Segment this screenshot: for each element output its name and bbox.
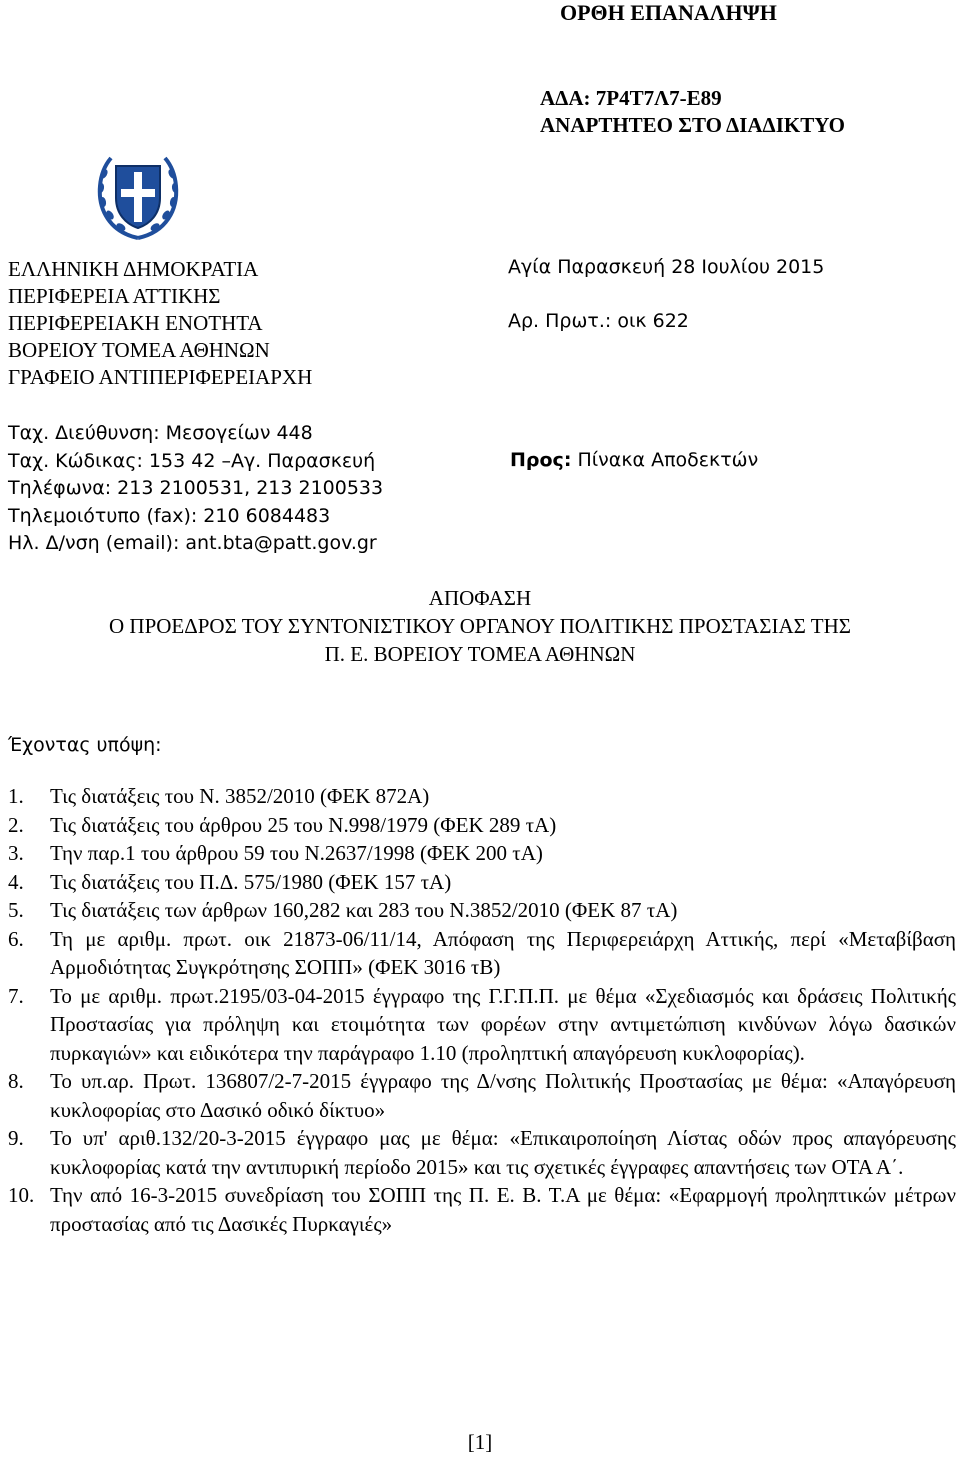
address-line: Ταχ. Κώδικας: 153 42 –Αγ. Παρασκευή — [8, 449, 376, 472]
list-item — [8, 1067, 956, 1124]
recipient — [510, 449, 758, 471]
item-number: 10. — [8, 1183, 35, 1207]
title-line: Ο ΠΡΟΕΔΡΟΣ ΤΟΥ ΣΥΝΤΟΝΙΣΤΙΚΟΥ ΟΡΓΑΝΟΥ ΠΟΛΙΤΙΚΗΣ ΠΡΟΣΤΑΣΙΑΣ ΤΗΣ — [109, 614, 851, 638]
address-line: Ηλ. Δ/νση (email): ant.bta@patt.gov.gr — [8, 532, 377, 554]
list-item — [8, 896, 956, 925]
list-item — [8, 839, 956, 868]
document-date: Αγία Παρασκευή 28 Ιουλίου 2015 — [508, 256, 825, 278]
recipient-label: Προς: — [510, 449, 572, 471]
recipient-value: Πίνακα Αποδεκτών — [577, 449, 759, 471]
list-item — [8, 1181, 956, 1238]
list-item — [8, 811, 956, 840]
ada-code: ΑΔΑ: 7Ρ4Τ7Λ7-Ε89 — [540, 86, 722, 110]
item-text: Τις διατάξεις του Ν. 3852/2010 (ΦΕΚ 872Α) — [50, 784, 430, 808]
issuer-line: ΠΕΡΙΦΕΡΕΙΑ ΑΤΤΙΚΗΣ — [8, 284, 221, 308]
decision-title — [0, 584, 960, 668]
issuer-line: ΓΡΑΦΕΙΟ ΑΝΤΙΠΕΡΙΦΕΡΕΙΑΡΧΗ — [8, 365, 313, 389]
title-line: ΑΠΟΦΑΣΗ — [428, 586, 532, 610]
issuer-block — [8, 256, 312, 391]
item-text: Τις διατάξεις του Π.Δ. 575/1980 (ΦΕΚ 157 τΑ) — [50, 869, 452, 894]
item-number: 8. — [8, 1069, 24, 1093]
protocol-number: Αρ. Πρωτ.: οικ 622 — [508, 310, 689, 332]
item-number: 5. — [8, 898, 24, 922]
item-text: Τις διατάξεις των άρθρων 160,282 και 283 του Ν.3852/2010 (ΦΕΚ 87 τΑ) — [50, 898, 678, 922]
item-text: Το υπ.αρ. Πρωτ. 136807/2-7-2015 έγγραφο της Δ/νσης Πολιτικής Προστασίας με θέμα: «Απαγόρευση κυκλοφορίας στο Δασικό οδικό δίκτυο» — [50, 1069, 956, 1122]
considering-heading: Έχοντας υπόψη: — [8, 734, 162, 756]
address-block — [8, 420, 383, 558]
address-line: Τηλεμοιότυπο (fax): 210 6084483 — [8, 504, 331, 527]
posting-note: ΑΝΑΡΤΗΤΕΟ ΣΤΟ ΔΙΑΔΙΚΤΥΟ — [540, 113, 845, 137]
list-item — [8, 868, 956, 897]
item-text: Το με αριθμ. πρωτ.2195/03-04-2015 έγγραφο της Γ.Γ.Π.Π. με θέμα «Σχεδιασμός και δράσεις Πολιτικής Προστασίας για πρόληψη και ετοιμότητα των φορέων στην αντιμετώπιση κινδύνων λόγω δασικών πυρκαγιών» και ειδικότερα την παράγραφο 1.10 (προληπτική απαγόρευση κυκλοφορίας). — [50, 983, 956, 1065]
item-text: Την παρ.1 του άρθρου 59 του Ν.2637/1998 (ΦΕΚ 200 τΑ) — [50, 841, 543, 865]
issuer-line: ΕΛΛΗΝΙΚΗ ΔΗΜΟΚΡΑΤΙΑ — [8, 257, 259, 281]
list-item — [8, 1124, 956, 1181]
item-number: 4. — [8, 869, 24, 894]
address-line: Τηλέφωνα: 213 2100531, 213 2100533 — [8, 477, 384, 499]
issuer-line: ΠΕΡΙΦΕΡΕΙΑΚΗ ΕΝΟΤΗΤΑ — [8, 311, 263, 335]
page-number: [1] — [467, 1430, 493, 1454]
item-number: 2. — [8, 812, 24, 837]
item-text: Το υπ' αριθ.132/20-3-2015 έγγραφο μας με θέμα: «Επικαιροποίηση Λίστας οδών προς απαγόρευσης κυκλοφορίας κατά την αντιπυρική περίοδο 2015» και τις σχετικές έγγραφες απαντήσεις των ΟΤΑ Α΄. — [50, 1126, 956, 1179]
reissue-heading: ΟΡΘΗ ΕΠΑΝΑΛΗΨΗ — [560, 0, 777, 25]
item-text: Τις διατάξεις του άρθρου 25 του Ν.998/1979 (ΦΕΚ 289 τΑ) — [50, 812, 557, 837]
item-number: 1. — [8, 784, 24, 808]
list-item — [8, 782, 956, 811]
list-item — [8, 925, 956, 982]
title-line: Π. Ε. ΒΟΡΕΙΟΥ ΤΟΜΕΑ ΑΘΗΝΩΝ — [324, 642, 636, 666]
item-number: 7. — [8, 983, 24, 1008]
list-item — [8, 982, 956, 1068]
greek-coat-of-arms-icon — [92, 152, 184, 242]
item-number: 9. — [8, 1126, 24, 1150]
item-text: Τη με αριθμ. πρωτ. οικ 21873-06/11/14, Απόφαση της Περιφερειάρχη Αττικής, περί «Μεταβίβαση Αρμοδιότητας Συγκρότησης ΣΟΠΠ» (ΦΕΚ 3016 τΒ) — [50, 926, 956, 979]
issuer-line: ΒΟΡΕΙΟΥ ΤΟΜΕΑ ΑΘΗΝΩΝ — [8, 338, 270, 362]
address-line: Ταχ. Διεύθυνση: Μεσογείων 448 — [8, 422, 313, 444]
item-text: Την από 16-3-2015 συνεδρίαση του ΣΟΠΠ της Π. Ε. Β. Τ.Α με θέμα: «Εφαρμογή προληπτικών μέτρων προστασίας από τις Δασικές Πυρκαγιές» — [50, 1183, 956, 1236]
considerations-list — [8, 782, 956, 1238]
item-number: 6. — [8, 926, 24, 951]
item-number: 3. — [8, 841, 24, 865]
